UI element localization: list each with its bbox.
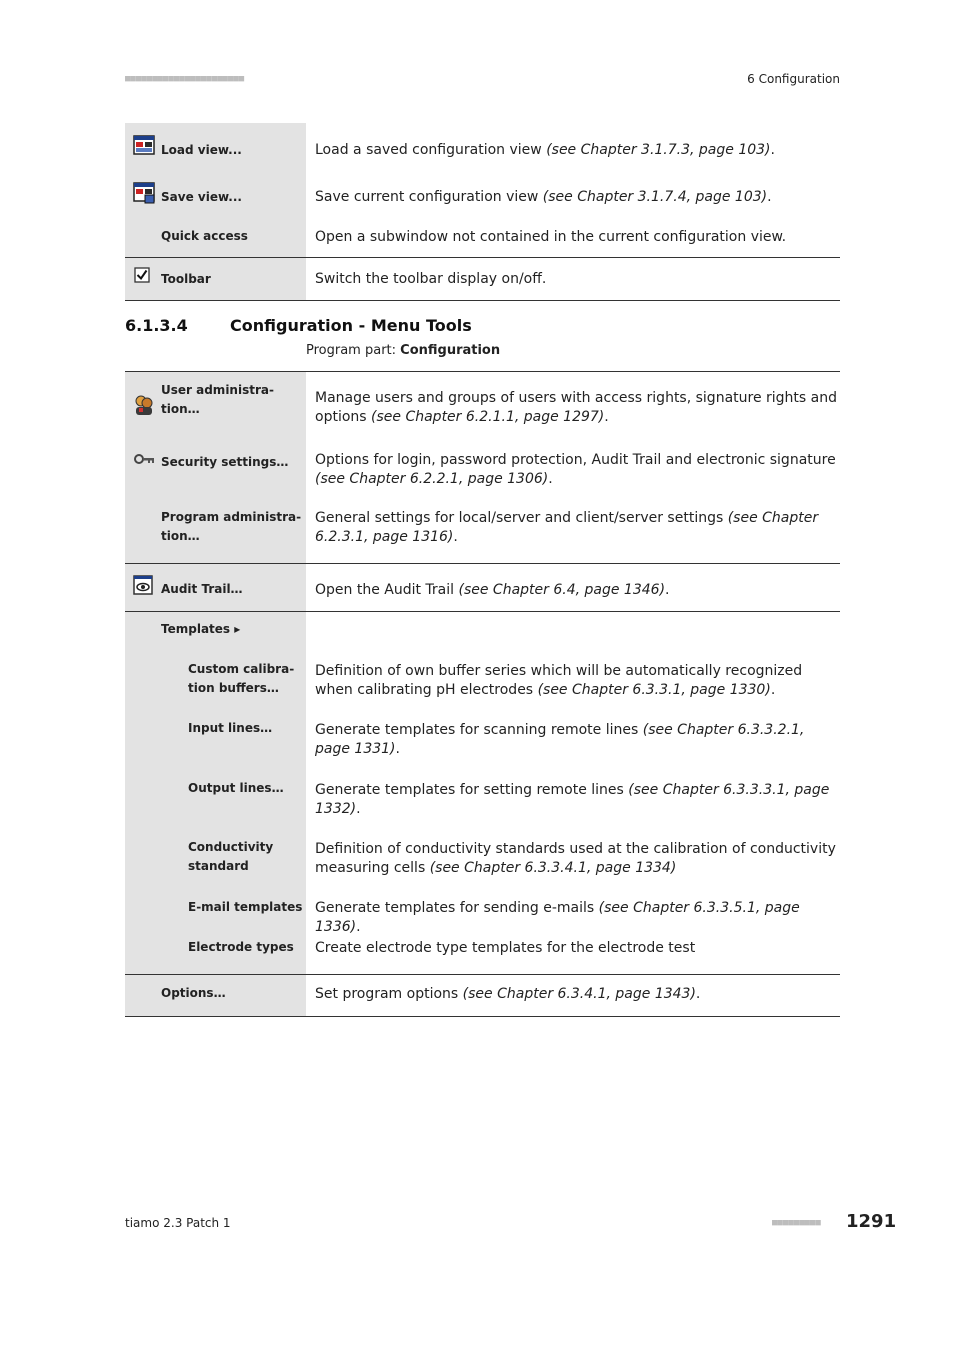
description-text: Generate templates for sending e-mails (315, 900, 599, 916)
table-row (125, 611, 840, 655)
menu-item-electrode-types (125, 933, 306, 974)
menu-item-quick-access (125, 217, 306, 257)
menu-item-description (306, 714, 840, 774)
menu-item-label: User administra- (161, 383, 274, 397)
menu-item-load-view (125, 123, 306, 170)
menu-item-audit-trail (125, 564, 306, 611)
chapter-reference: (see Chapter 6.3.3.1, page 1330) (537, 682, 771, 698)
header-decoration: ■■■■■■■■■■■■■■■■■■■■■■ (125, 74, 245, 84)
description-text: Set program options (315, 986, 463, 1002)
menu-item-label: Custom calibra- (188, 662, 295, 676)
description-end: . (453, 529, 458, 545)
menu-item-description (306, 123, 840, 170)
menu-item-user-administration (125, 372, 306, 442)
table-row (125, 774, 840, 833)
description-text: Definition of conductivity standards used at the calibration of conductivity measuring cells (315, 841, 836, 876)
menu-item-label: Output lines… (188, 781, 284, 795)
chapter-reference: (see Chapter 6.4, page 1346) (458, 582, 666, 598)
description-text: General settings for local/server and client/server settings (315, 510, 728, 526)
table-row (125, 714, 840, 774)
menu-item-templates (125, 612, 306, 655)
description-end: . (604, 409, 609, 425)
menu-item-toolbar (125, 258, 306, 300)
footer-decoration: ■■■■■■■■■ (772, 1218, 821, 1228)
chapter-reference: (see Chapter 6.2.1.1, page 1297) (371, 409, 605, 425)
description-end: . (548, 471, 553, 487)
table-row (125, 833, 840, 893)
table-row (125, 442, 840, 499)
menu-item-description (306, 564, 840, 611)
menu-item-label: Security settings… (161, 455, 289, 469)
menu-item-input-lines (125, 714, 306, 774)
table-row (125, 257, 840, 301)
menu-item-label-continued: tion… (161, 402, 200, 416)
chapter-reference: (see Chapter 6.3.3.5.1, page 1336) (315, 900, 800, 935)
menu-item-description (306, 774, 840, 833)
chapter-reference: (see Chapter 6.3.3.3.1, page 1332) (315, 782, 830, 817)
menu-item-description (306, 170, 840, 217)
table-row (125, 893, 840, 933)
description-text: Switch the toolbar display on/off. (315, 271, 547, 287)
checkbox-checked-icon (134, 267, 150, 283)
table-row (125, 933, 840, 974)
menu-item-label: Load view... (161, 143, 242, 157)
section-number: 6.1.3.4 (125, 316, 188, 335)
description-text: Load a saved configuration view (315, 142, 547, 158)
menu-item-label-continued: tion buffers… (188, 681, 279, 695)
description-text: Open a subwindow not contained in the current configuration view. (315, 229, 787, 245)
description-end: . (695, 986, 701, 1002)
chapter-reference: (see Chapter 6.3.3.2.1, page 1331) (315, 722, 805, 757)
chapter-reference: (see Chapter 6.3.4.1, page 1343) (462, 986, 696, 1002)
menu-item-output-lines (125, 774, 306, 833)
menu-item-label: Options… (161, 986, 226, 1000)
save-view-icon (133, 182, 155, 204)
description-end: . (770, 682, 776, 698)
menu-item-label: Program administra- (161, 510, 302, 524)
menu-item-label: Electrode types (188, 940, 294, 954)
description-text: Generate templates for scanning remote lines (315, 722, 643, 738)
menu-item-description (306, 933, 840, 974)
menu-item-description (306, 499, 840, 563)
menu-item-conductivity-standard (125, 833, 306, 893)
menu-item-label: Templates ▸ (161, 622, 241, 636)
menu-item-description (306, 833, 840, 893)
key-icon (133, 450, 155, 472)
menu-item-label: E-mail templates (188, 900, 303, 914)
description-text: Definition of own buffer series which will be automatically recognized when calibrating pH electrodes (315, 663, 803, 698)
chapter-reference: (see Chapter 6.3.3.4.1, page 1334) (429, 860, 677, 876)
table-row (125, 217, 840, 257)
chapter-reference: (see Chapter 3.1.7.4, page 103) (542, 189, 768, 205)
table-row (125, 974, 840, 1017)
description-end: . (665, 582, 670, 598)
menu-item-description (306, 893, 840, 933)
menu-item-description (306, 217, 840, 257)
program-part (306, 343, 500, 358)
menu-item-label: Conductivity (188, 840, 274, 854)
menu-item-label-continued: standard (188, 859, 249, 873)
chapter-reference: (see Chapter 6.2.3.1, page 1316) (315, 510, 819, 545)
menu-item-label: Input lines… (188, 721, 273, 735)
menu-item-description (306, 258, 840, 300)
menu-item-description (306, 612, 840, 655)
description-text: Create electrode type templates for the electrode test (315, 940, 696, 956)
table-row (125, 170, 840, 217)
program-part-value: Configuration (400, 343, 501, 358)
menu-item-description (306, 372, 840, 442)
program-part-label: Program part: (306, 343, 401, 358)
menu-item-description (306, 655, 840, 714)
table-row (125, 372, 840, 442)
load-view-icon (133, 135, 155, 157)
menu-item-email-templates (125, 893, 306, 933)
users-icon (133, 394, 155, 416)
description-end: . (770, 142, 775, 158)
section-title: Configuration - Menu Tools (230, 316, 472, 335)
description-end: . (767, 189, 772, 205)
menu-item-save-view (125, 170, 306, 217)
description-text: Open the Audit Trail (315, 582, 459, 598)
running-header-chapter: 6 Configuration (747, 72, 840, 86)
menu-item-label-continued: tion… (161, 529, 200, 543)
description-text: Save current configuration view (315, 189, 543, 205)
menu-item-label: Toolbar (161, 272, 211, 286)
description-text: Options for login, password protection, Audit Trail and electronic signature (315, 452, 836, 468)
footer-product: tiamo 2.3 Patch 1 (125, 1216, 231, 1230)
view-menu-table (125, 123, 840, 301)
page-number: 1291 (846, 1211, 897, 1232)
menu-item-label: Save view... (161, 190, 242, 204)
description-text: Manage users and groups of users with access rights, signature rights and options (315, 390, 837, 425)
menu-item-options (125, 975, 306, 1016)
table-row (125, 123, 840, 170)
menu-item-custom-calibration-buffers (125, 655, 306, 714)
tools-menu-table (125, 371, 840, 1017)
menu-item-label: Audit Trail… (161, 582, 243, 596)
description-end: . (395, 741, 400, 757)
table-row (125, 499, 840, 563)
description-text: Generate templates for setting remote lines (315, 782, 629, 798)
menu-item-description (306, 975, 840, 1016)
table-row (125, 563, 840, 611)
menu-item-security-settings (125, 442, 306, 499)
menu-item-description (306, 442, 840, 499)
table-row (125, 655, 840, 714)
audit-trail-icon (133, 575, 155, 597)
menu-item-program-administration (125, 499, 306, 563)
chapter-reference: (see Chapter 3.1.7.3, page 103) (546, 142, 771, 158)
chapter-reference: (see Chapter 6.2.2.1, page 1306) (315, 471, 549, 487)
description-end: . (356, 801, 361, 817)
description-end: . (356, 919, 361, 935)
menu-item-label: Quick access (161, 229, 248, 243)
